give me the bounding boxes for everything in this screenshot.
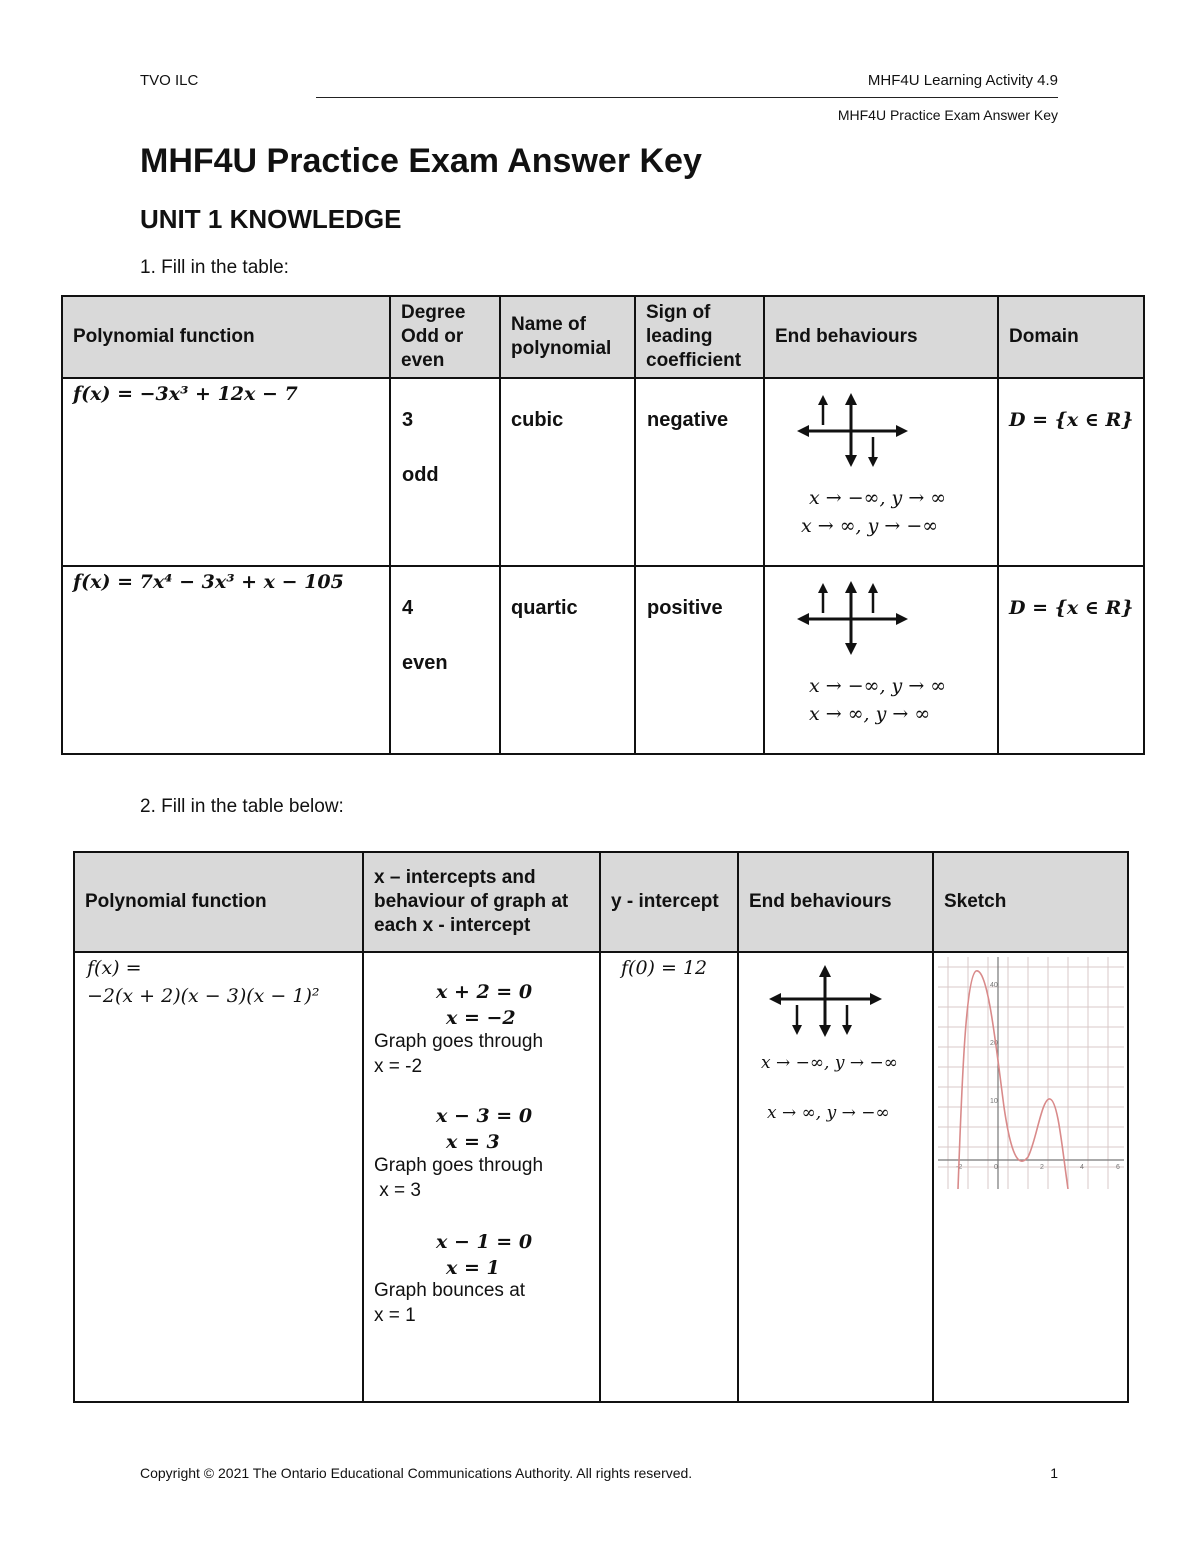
intercept-behaviour: Graph bounces at xyxy=(374,1280,526,1301)
end-behaviour-arrows-icon xyxy=(795,579,915,659)
copyright-notice: Copyright © 2021 The Ontario Educational Communications Authority. All rights reserved. xyxy=(140,1465,693,1481)
end-behaviour-right: x → ∞, y → ∞ xyxy=(809,703,931,725)
domain-value: D = {x ∈ R} xyxy=(1009,409,1134,431)
intercept-equation: x + 2 = 0 xyxy=(436,981,533,1003)
sketch-tick-label: 4 xyxy=(1080,1164,1084,1171)
end-behaviour-left: x → −∞, y → −∞ xyxy=(761,1053,898,1073)
header-activity: MHF4U Learning Activity 4.9 xyxy=(867,72,1058,89)
function-line-1: f(x) = xyxy=(87,957,142,979)
sketch-tick-label: 10 xyxy=(990,1098,998,1105)
intercept-equation: x − 1 = 0 xyxy=(436,1231,533,1253)
polynomial-name: quartic xyxy=(511,597,578,619)
header-divider xyxy=(316,97,1058,98)
table-2-header-row xyxy=(74,852,1128,952)
parity-value: even xyxy=(402,652,448,674)
table-1-header-row xyxy=(62,296,1144,378)
domain-value: D = {x ∈ R} xyxy=(1009,597,1134,619)
end-behaviour-right: x → ∞, y → −∞ xyxy=(767,1103,890,1123)
question-1-prompt: 1. Fill in the table: xyxy=(140,257,289,278)
degree-value: 4 xyxy=(402,597,414,619)
intercept-behaviour: Graph goes through xyxy=(374,1031,544,1052)
header-domain: Domain xyxy=(998,296,1144,378)
page-title: MHF4U Practice Exam Answer Key xyxy=(140,142,702,180)
header-name: Name of polynomial xyxy=(500,296,635,378)
table-2 xyxy=(73,851,1129,1403)
header-y-intercept: y - intercept xyxy=(600,852,738,952)
end-behaviour-arrows-icon xyxy=(795,391,915,471)
intercept-point: x = -2 xyxy=(374,1056,423,1077)
polynomial-curve xyxy=(958,971,1068,1189)
function-cell: f(x) = 7x⁴ − 3x³ + x − 105 xyxy=(73,571,344,593)
intercept-behaviour: Graph goes through xyxy=(374,1155,544,1176)
header-org: TVO ILC xyxy=(140,72,199,89)
intercept-solution: x = 3 xyxy=(446,1131,500,1153)
header-end-behaviours: End behaviours xyxy=(738,852,933,952)
end-behaviour-right: x → ∞, y → −∞ xyxy=(801,515,939,537)
sketch-tick-label: -2 xyxy=(956,1164,963,1171)
header-end-behaviours: End behaviours xyxy=(764,296,998,378)
function-line-2: −2(x + 2)(x − 3)(x − 1)² xyxy=(87,985,320,1007)
leading-sign: negative xyxy=(647,409,729,431)
end-behaviour-arrows-icon xyxy=(767,963,887,1043)
intercept-point: x = 3 xyxy=(374,1180,421,1201)
degree-value: 3 xyxy=(402,409,414,431)
polynomial-name: cubic xyxy=(511,409,564,431)
question-2-prompt: 2. Fill in the table below: xyxy=(140,796,344,817)
intercept-equation: x − 3 = 0 xyxy=(436,1105,533,1127)
header-sketch: Sketch xyxy=(933,852,1128,952)
table-row xyxy=(62,566,1144,754)
sketch-tick-label: 6 xyxy=(1116,1164,1120,1171)
y-intercept-value: f(0) = 12 xyxy=(621,957,708,979)
intercept-point: x = 1 xyxy=(374,1305,416,1326)
sketch-tick-label: 20 xyxy=(990,1040,998,1047)
leading-sign: positive xyxy=(647,597,723,619)
polynomial-sketch xyxy=(938,957,1124,1189)
table-row xyxy=(74,952,1128,1402)
page-number: 1 xyxy=(1050,1465,1058,1481)
header-sign: Sign of leading coefficient xyxy=(635,296,764,378)
end-behaviour-left: x → −∞, y → ∞ xyxy=(809,487,947,509)
table-row xyxy=(62,378,1144,566)
header-polynomial-function: Polynomial function xyxy=(62,296,390,378)
sketch-tick-label: 40 xyxy=(990,982,998,989)
intercept-solution: x = 1 xyxy=(446,1257,500,1279)
header-x-intercepts: x – intercepts and behaviour of graph at each x - intercept xyxy=(363,852,600,952)
unit-heading: UNIT 1 KNOWLEDGE xyxy=(140,204,402,234)
function-cell: f(x) = −3x³ + 12x − 7 xyxy=(73,383,298,405)
header-polynomial-function: Polynomial function xyxy=(74,852,363,952)
header-degree: Degree Odd or even xyxy=(390,296,500,378)
sketch-tick-label: 2 xyxy=(1040,1164,1044,1171)
header-subtitle: MHF4U Practice Exam Answer Key xyxy=(837,107,1058,123)
intercept-solution: x = −2 xyxy=(446,1007,516,1029)
end-behaviour-left: x → −∞, y → ∞ xyxy=(809,675,947,697)
sketch-tick-label: 0 xyxy=(994,1164,998,1171)
parity-value: odd xyxy=(402,464,439,486)
table-1 xyxy=(61,295,1145,755)
